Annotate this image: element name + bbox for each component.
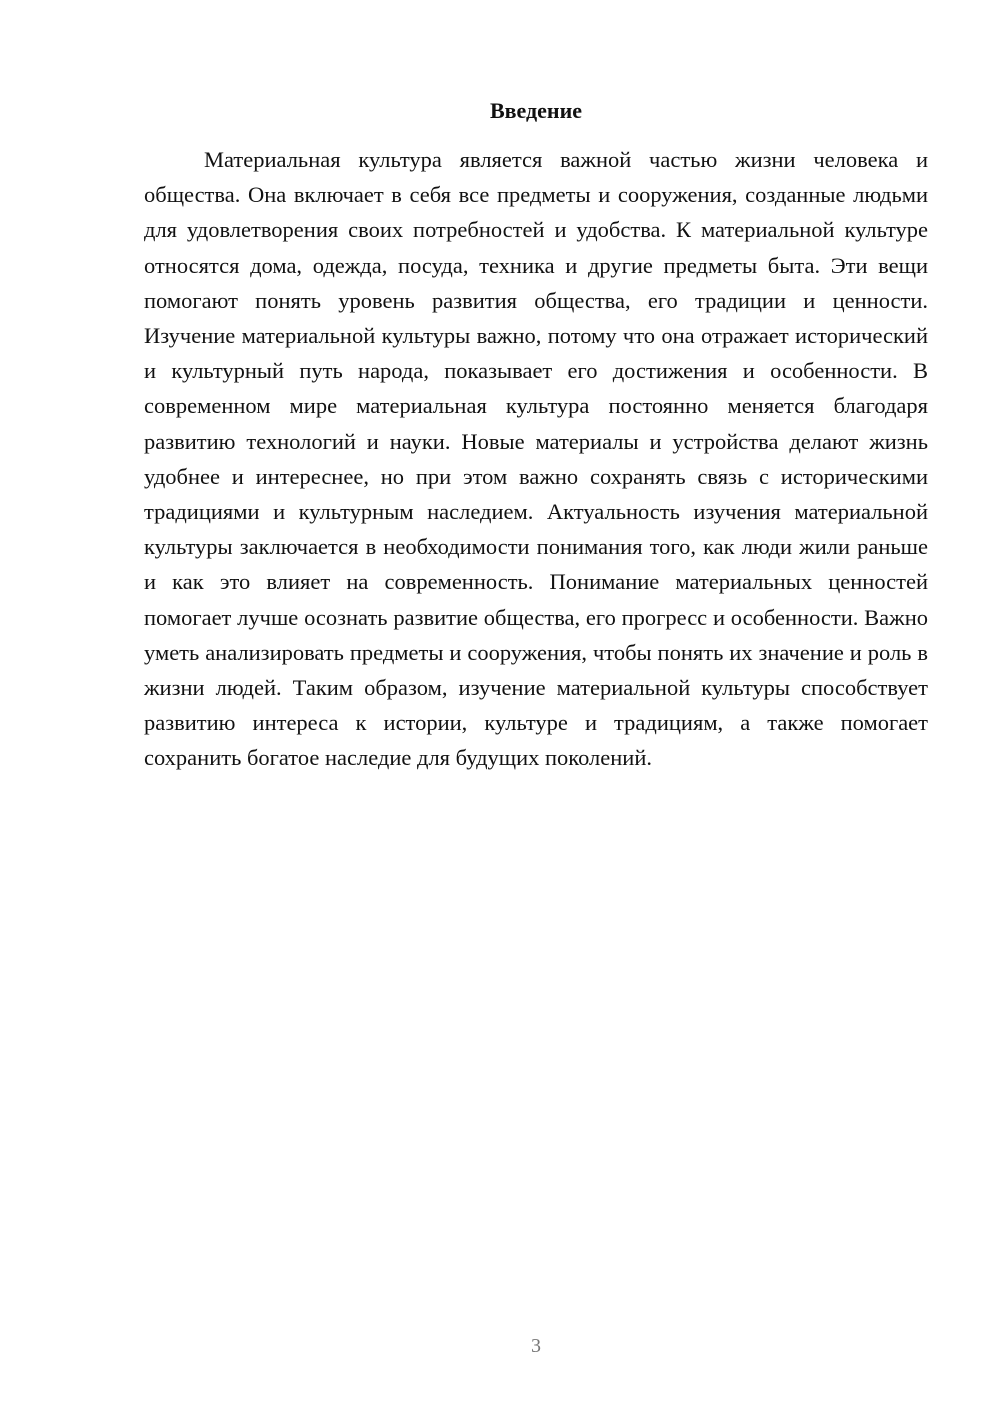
- page-number: 3: [531, 1335, 541, 1357]
- body-paragraph: Материальная культура является важной частью жизни человека и общества. Она включает в себя все предметы и сооружения, созданные людьми для удовлетворения своих потребностей и удобства. К материальной культуре относятся дома, одежда, посуда, техника и другие предметы быта. Эти вещи помогают понять уровень развития общества, его традиции и ценности. Изучение материальной культуры важно, потому что она отражает исторический и культурный путь народа, показывает его достижения и особенности. В современном мире материальная культура постоянно меняется благодаря развитию технологий и науки. Новые материалы и устройства делают жизнь удобнее и интереснее, но при этом важно сохранять связь с историческими традициями и культурным наследием. Актуальность изучения материальной культуры заключается в необходимости понимания того, как люди жили раньше и как это влияет на современность. Понимание материальных ценностей помогает лучше осознать развитие общества, его прогресс и особенности. Важно уметь анализировать предметы и сооружения, чтобы понять их значение и роль в жизни людей. Таким образом, изучение материальной культуры способствует развитию интереса к истории, культуре и традициям, а также помогает сохранить богатое наследие для будущих поколений.: [144, 147, 928, 771]
- page-title: Введение: [489, 98, 583, 123]
